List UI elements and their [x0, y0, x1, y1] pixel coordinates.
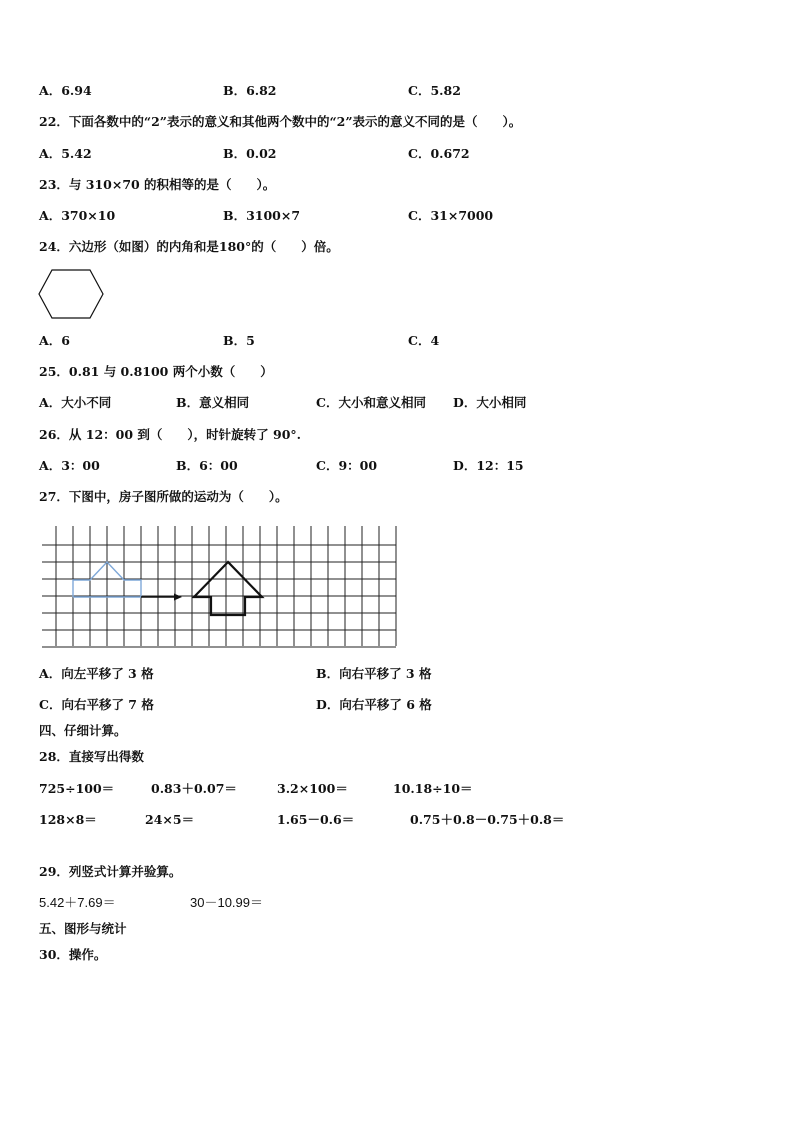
q21-option-c: C．5.82 [408, 83, 461, 98]
q22-option-b: B．0.02 [223, 146, 277, 161]
q21-option-a: A．6.94 [39, 83, 92, 98]
q29-item: 5.42＋7.69＝ [39, 895, 116, 910]
q29-item: 30－10.99＝ [190, 895, 263, 910]
q29-stem: 29．列竖式计算并验算。 [39, 864, 182, 879]
q30-stem: 30．操作。 [39, 947, 107, 962]
q21-option-b: B．6.82 [223, 83, 277, 98]
q26-option-c: C．9：00 [316, 458, 378, 473]
house-moved-shape [194, 562, 262, 615]
arrow-head-icon [174, 594, 182, 601]
q24-stem: 24．六边形（如图）的内角和是180°的（ ）倍。 [39, 239, 339, 254]
q24-option-b: B．5 [223, 333, 255, 348]
q28-item: 128×8＝ [39, 812, 97, 827]
translation-grid-figure [40, 524, 400, 648]
q26-option-a: A．3：00 [39, 458, 100, 473]
section-5-title: 五、图形与统计 [39, 921, 127, 936]
q24-option-c: C．4 [408, 333, 440, 348]
q28-item: 0.83＋0.07＝ [151, 781, 237, 796]
q28-item: 1.65－0.6＝ [277, 812, 355, 827]
q28-item: 0.75＋0.8－0.75＋0.8＝ [410, 812, 565, 827]
q25-option-b: B．意义相同 [176, 395, 250, 410]
q23-option-a: A．370×10 [39, 208, 116, 223]
q22-stem: 22．下面各数中的“2”表示的意义和其他两个数中的“2”表示的意义不同的是（ ）。 [39, 114, 522, 129]
q26-option-d: D．12：15 [453, 458, 524, 473]
q28-item: 725÷100＝ [39, 781, 115, 796]
q26-stem: 26．从 12：00 到（ ），时针旋转了 90°. [39, 427, 301, 442]
q25-stem: 25．0.81 与 0.8100 两个小数（ ） [39, 364, 273, 379]
q27-option-a: A．向左平移了 3 格 [39, 666, 154, 681]
hexagon-figure [36, 268, 106, 320]
q23-stem: 23．与 310×70 的积相等的是（ ）。 [39, 177, 276, 192]
q28-item: 10.18÷10＝ [393, 781, 473, 796]
q27-option-c: C．向右平移了 7 格 [39, 697, 154, 712]
q22-option-c: C．0.672 [408, 146, 470, 161]
q25-option-d: D．大小相同 [453, 395, 527, 410]
grid-lines [42, 526, 396, 647]
q22-option-a: A．5.42 [39, 146, 92, 161]
q27-stem: 27．下图中，房子图所做的运动为（ ）。 [39, 489, 288, 504]
q27-option-b: B．向右平移了 3 格 [316, 666, 432, 681]
q28-item: 3.2×100＝ [277, 781, 348, 796]
q24-option-a: A．6 [39, 333, 70, 348]
q25-option-c: C．大小和意义相同 [316, 395, 426, 410]
q25-option-a: A．大小不同 [39, 395, 112, 410]
q23-option-b: B．3100×7 [223, 208, 301, 223]
q28-item: 24×5＝ [145, 812, 195, 827]
q26-option-b: B．6：00 [176, 458, 238, 473]
q27-option-d: D．向右平移了 6 格 [316, 697, 432, 712]
section-4-title: 四、仔细计算。 [39, 723, 127, 738]
q23-option-c: C．31×7000 [408, 208, 494, 223]
q28-stem: 28．直接写出得数 [39, 749, 144, 764]
